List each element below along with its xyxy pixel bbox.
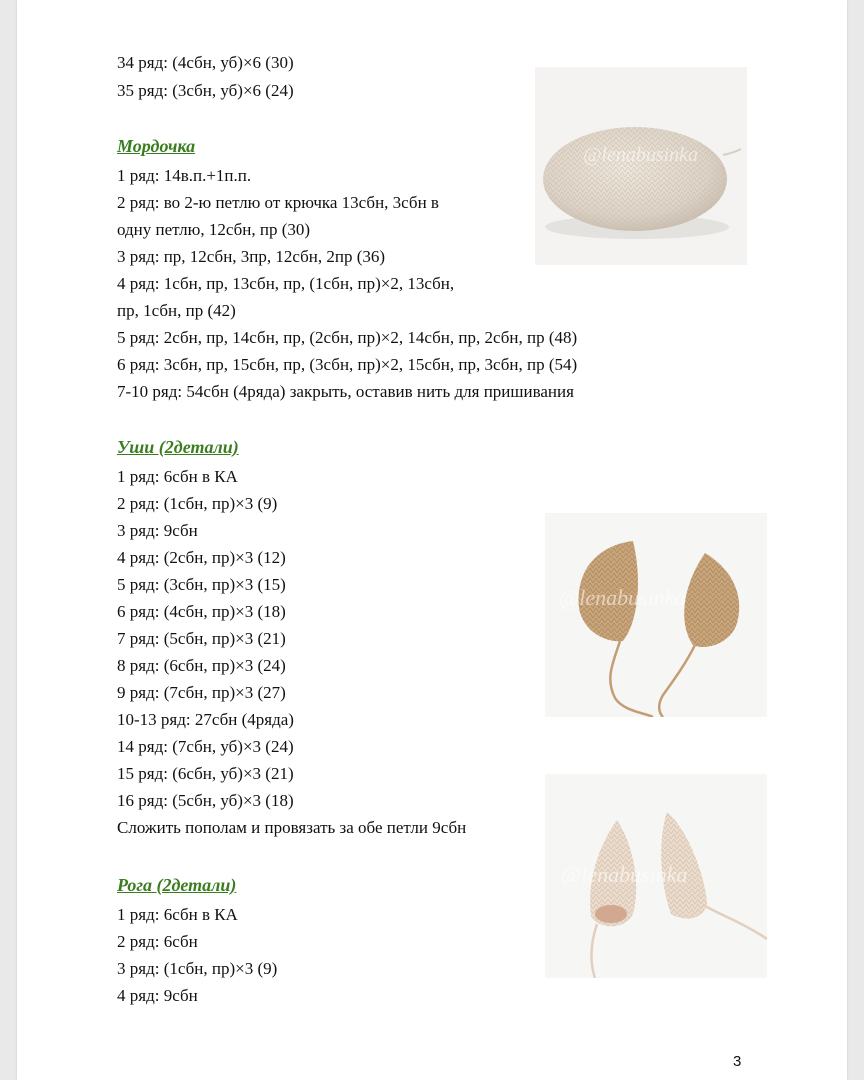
row-line: 2 ряд: во 2-ю петлю от крючка 13сбн, 3сбн в — [117, 193, 439, 212]
row-line: 4 ряд: (2сбн, пр)×3 (12) — [117, 548, 286, 567]
snout-photo — [535, 67, 747, 265]
row-line: 1 ряд: 6сбн в КА — [117, 467, 238, 486]
watermark-text: @lenabusinka — [559, 585, 686, 610]
row-line: одну петлю, 12сбн, пр (30) — [117, 220, 311, 239]
row-line: 7 ряд: (5сбн, пр)×3 (21) — [117, 629, 286, 648]
row-line: 8 ряд: (6сбн, пр)×3 (24) — [117, 656, 286, 675]
row-line: 34 ряд: (4сбн, уб)×6 (30) — [117, 53, 294, 72]
row-line: Сложить пополам и провязать за обе петли 9сбн — [117, 818, 467, 837]
row-line: 3 ряд: пр, 12сбн, 3пр, 12сбн, 2пр (36) — [117, 247, 386, 266]
section-heading-ears: Уши (2детали) — [117, 437, 239, 457]
row-line: 6 ряд: (4сбн, пр)×3 (18) — [117, 602, 286, 621]
section-heading-snout: Мордочка — [117, 136, 196, 156]
horns-photo — [545, 774, 767, 978]
watermark-text: @lenabusinka — [583, 144, 699, 166]
page-number: 3 — [733, 1053, 742, 1070]
row-line: 9 ряд: (7сбн, пр)×3 (27) — [117, 683, 286, 702]
row-line: 4 ряд: 1сбн, пр, 13сбн, пр, (1сбн, пр)×2, 13сбн, — [117, 274, 455, 293]
row-line: 16 ряд: (5сбн, уб)×3 (18) — [117, 791, 294, 810]
row-line: 35 ряд: (3сбн, уб)×6 (24) — [117, 81, 294, 100]
row-line: 2 ряд: (1сбн, пр)×3 (9) — [117, 494, 278, 513]
row-line: пр, 1сбн, пр (42) — [117, 301, 236, 320]
section-heading-horns: Рога (2детали) — [117, 875, 237, 895]
row-line: 10-13 ряд: 27сбн (4ряда) — [117, 710, 294, 729]
row-line: 6 ряд: 3сбн, пр, 15сбн, пр, (3сбн, пр)×2, 15сбн, пр, 3сбн, пр (54) — [117, 355, 578, 374]
row-line: 5 ряд: 2сбн, пр, 14сбн, пр, (2сбн, пр)×2, 14сбн, пр, 2сбн, пр (48) — [117, 328, 578, 347]
row-line: 14 ряд: (7сбн, уб)×3 (24) — [117, 737, 294, 756]
row-line: 3 ряд: (1сбн, пр)×3 (9) — [117, 959, 278, 978]
row-line: 2 ряд: 6сбн — [117, 932, 198, 951]
row-line: 7-10 ряд: 54сбн (4ряда) закрыть, оставив нить для пришивания — [117, 382, 574, 401]
row-line: 1 ряд: 6сбн в КА — [117, 905, 238, 924]
row-line: 5 ряд: (3сбн, пр)×3 (15) — [117, 575, 286, 594]
watermark-text: @lenabusinka — [561, 862, 688, 887]
row-line: 1 ряд: 14в.п.+1п.п. — [117, 166, 252, 185]
row-line: 15 ряд: (6сбн, уб)×3 (21) — [117, 764, 294, 783]
row-line: 4 ряд: 9сбн — [117, 986, 198, 1005]
row-line: 3 ряд: 9сбн — [117, 521, 198, 540]
ears-photo — [545, 513, 767, 717]
